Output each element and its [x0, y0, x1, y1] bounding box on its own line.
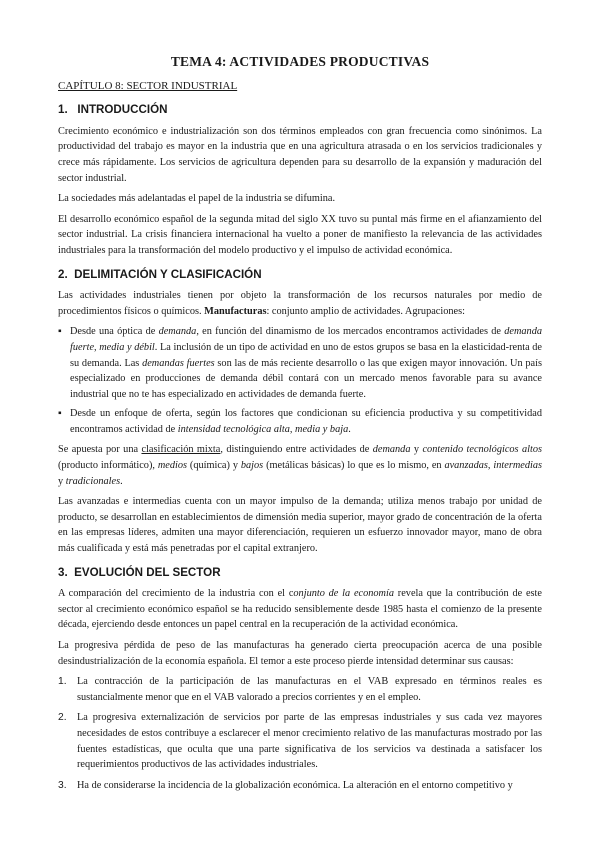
chapter-heading: CAPÍTULO 8: SECTOR INDUSTRIAL: [58, 79, 238, 92]
paragraph: Se apuesta por una clasificación mixta, distinguiendo entre actividades de demanda y contenido tecnológicos altos (producto informático), medios (química) y bajos (metálicas básicas) lo que es lo mismo, en avanzadas, intermedias y tradicionales.: [58, 444, 543, 487]
list-number: 2.: [58, 712, 67, 724]
paragraph: Las actividades industriales tienen por objeto la transformación de los recursos naturales por medio de procedimientos físicos o químicos. Manufacturas: conjunto amplio de actividades. Agrupaciones:: [58, 290, 542, 317]
document-title: TEMA 4: ACTIVIDADES PRODUCTIVAS: [170, 54, 430, 69]
list-item: 3. Ha de considerarse la incidencia de la globalización económica. La alteración en el entorno competitivo y: [58, 778, 542, 794]
paragraph: La progresiva pérdida de peso de las manufacturas ha generado cierta preocupación acerca de una posible desindustrialización de la economía española. El temor a este proceso pierde intensidad determinar sus causas:: [58, 640, 542, 667]
list-item: 1. La contracción de la participación de las manufacturas en el VAB expresado en términos reales es sustancialmente menor que en el VAB valorado a precios corrientes y en el empleo.: [58, 676, 542, 703]
paragraph: Las avanzadas e intermedias cuenta con un mayor impulso de la demanda; utiliza menos trabajo por unidad de producto, se desarrollan en establecimientos de dimensión media superior, mayor grado de concentración de la oferta en las empresas líderes, admiten una mayor diferenciación, requieren un esfuerzo innovador mayor, mano de obra más cualificada y está más penetradas por el capital extranjero.: [58, 496, 542, 555]
list-number: 1.: [58, 676, 67, 688]
list-number: 3.: [58, 779, 67, 791]
section-number: 3.: [58, 565, 68, 579]
section-heading-evolucion: [58, 565, 542, 581]
numbered-list: [58, 674, 542, 793]
bullet-list: [58, 324, 542, 437]
list-item: 2. La progresiva externalización de servicios por parte de las empresas industriales y sus cada vez mayores necesidades de estos contribuye a esclarecer el menor crecimiento relativo de las manufacturas mostrado por las fuentes estadísticas, que oculta que una parte significativa de los servicios va destinada a satisfacer los requerimientos productivos de las actividades industriales.: [58, 712, 542, 771]
paragraph: El desarrollo económico español de la segunda mitad del siglo XX tuvo su puntal más firme en el afianzamiento del sector industrial. La crisis financiera internacional ha vuelto a poner de manifiesto la relevancia de las actividades industriales para la transformación del modelo productivo y el impulso de actividad económica.: [58, 213, 542, 256]
section-number: 2.: [58, 267, 68, 281]
list-item: ▪ Desde una óptica de demanda, en función del dinamismo de los mercados encontramos actividades de demanda fuerte, media y débil. La inclusión de un tipo de actividad en uno de estos grupos se basa en la elasticidad-renta de su demanda. Las demandas fuertes son las de más reciente desarrollo o las que exigen mayor innovación. Un país especializado en producciones de demanda débil contará con un mercado menos favorable para su avance industrial que no te has especializado en actividades de demanda fuerte.: [58, 326, 542, 400]
section-heading-delimitacion: [58, 267, 542, 283]
bullet-marker: ▪: [58, 326, 62, 338]
section-heading-introduccion: [58, 102, 542, 118]
bullet-marker: ▪: [58, 408, 62, 420]
section-title: INTRODUCCIÓN: [77, 103, 168, 117]
section-title: DELIMITACIÓN Y CLASIFICACIÓN: [74, 267, 262, 281]
paragraph: La sociedades más adelantadas el papel de la industria se difumina.: [58, 193, 336, 205]
list-item: ▪ Desde un enfoque de oferta, según los factores que condicionan su eficiencia productiva y su competitividad encontramos actividad de intensidad tecnológica alta, media y baja.: [58, 408, 542, 435]
section-title: EVOLUCIÓN DEL SECTOR: [74, 565, 221, 579]
section-number: 1.: [58, 103, 68, 117]
paragraph: Crecimiento económico e industrialización son dos términos empleados con gran frecuencia como sinónimos. La productividad del trabajo es mayor en la industria que en una agricultura atrasada o en los servicios tradicionales y crece más rápidamente. Los servicios de agricultura dependen para su desarrollo de la expansión y maduración del sector industrial.: [58, 125, 542, 184]
paragraph: A comparación del crecimiento de la industria con el conjunto de la economía revela que la contribución de este sector al crecimiento económico español se ha reducido sensiblemente desde 1985 hasta el comienzo de la presente década, ejerciendo desde entonces un papel central en la recuperación de la actividad económica.: [58, 588, 542, 631]
